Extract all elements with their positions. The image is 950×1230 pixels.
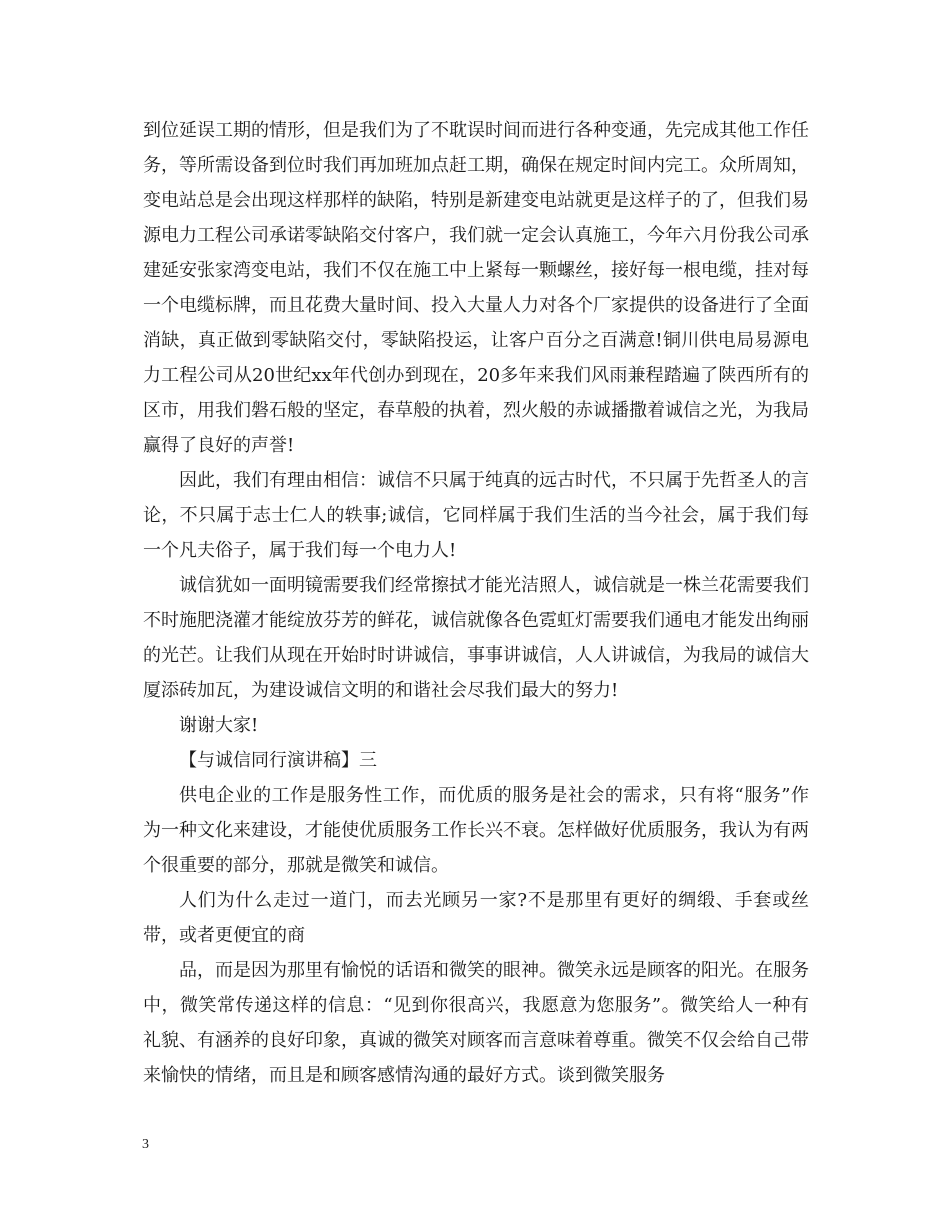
paragraph: 品，而是因为那里有愉悦的话语和微笑的眼神。微笑永远是顾客的阳光。在服务中，微笑常传递这样的信息：“见到你很高兴，我愿意为您服务”。微笑给人一种有礼貌、有涵养的良好印象，真诚的微笑对顾客而言意味着尊重。微笑不仅会给自己带来愉快的情绪，而且是和顾客感情沟通的最好方式。谈到微笑服务 — [143, 960, 809, 1086]
paragraph: 供电企业的工作是服务性工作，而优质的服务是社会的需求，只有将“服务”作为一种文化来建设，才能使优质服务工作长兴不衰。怎样做好优质服务，我认为有两个很重要的部分，那就是微笑和诚信。 — [143, 785, 809, 876]
page-number: 3 — [142, 1137, 149, 1152]
paragraph: 诚信犹如一面明镜需要我们经常擦拭才能光洁照人，诚信就是一株兰花需要我们不时施肥浇灌才能绽放芬芳的鲜花，诚信就像各色霓虹灯需要我们通电才能发出绚丽的光芒。让我们从现在开始时时讲诚信，事事讲诚信，人人讲诚信，为我局的诚信大厦添砖加瓦，为建设诚信文明的和谐社会尽我们最大的努力! — [143, 575, 809, 701]
document-body — [143, 113, 809, 1093]
paragraph: 到位延误工期的情形，但是我们为了不耽误时间而进行各种变通，先完成其他工作任务，等所需设备到位时我们再加班加点赶工期，确保在规定时间内完工。众所周知，变电站总是会出现这样那样的缺陷，特别是新建变电站就更是这样子的了，但我们易源电力工程公司承诺零缺陷交付客户，我们就一定会认真施工，今年六月份我公司承建延安张家湾变电站，我们不仅在施工中上紧每一颗螺丝，接好每一根电缆，挂对每一个电缆标牌，而且花费大量时间、投入大量人力对各个厂家提供的设备进行了全面消缺，真正做到零缺陷交付，零缺陷投运，让客户百分之百满意!铜川供电局易源电力工程公司从20世纪xx年代创办到现在，20多年来我们风雨兼程踏遍了陕西所有的区市，用我们磐石般的坚定，春草般的执着，烈火般的赤诚播撒着诚信之光，为我局赢得了良好的声誉! — [143, 120, 809, 456]
paragraph: 人们为什么走过一道门，而去光顾另一家?不是那里有更好的绸缎、手套或丝带，或者更便宜的商 — [143, 890, 809, 946]
paragraph: 因此，我们有理由相信：诚信不只属于纯真的远古时代，不只属于先哲圣人的言论，不只属于志士仁人的轶事;诚信，它同样属于我们生活的当今社会，属于我们每一个凡夫俗子，属于我们每一个电力人! — [143, 470, 809, 561]
closing-line: 谢谢大家! — [179, 715, 259, 736]
section-heading: 【与诚信同行演讲稿】三 — [179, 750, 377, 771]
